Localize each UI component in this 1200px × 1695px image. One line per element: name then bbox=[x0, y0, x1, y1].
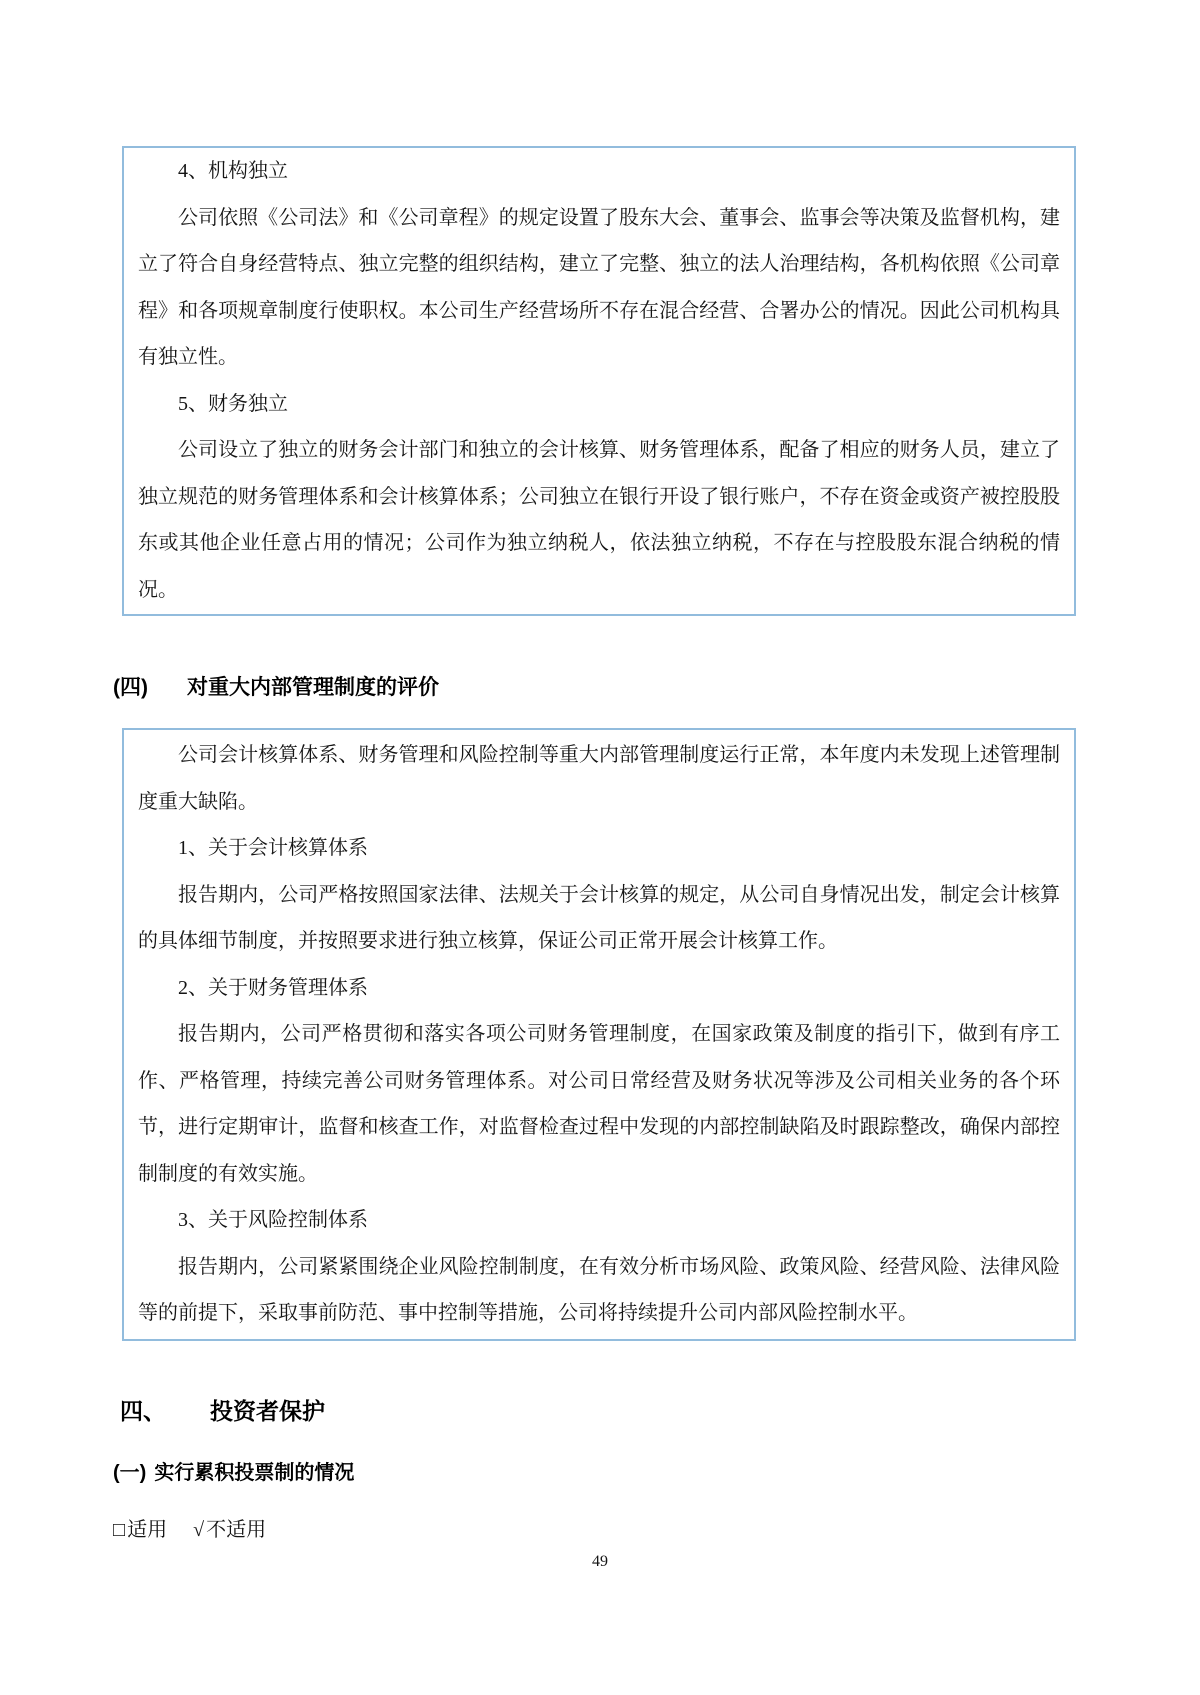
independence-item-5-body: 公司设立了独立的财务会计部门和独立的会计核算、财务管理体系，配备了相应的财务人员，建立了独立规范的财务管理体系和会计核算体系；公司独立在银行开设了银行账户，不存在资金或资产被控股股东或其他企业任意占用的情况；公司作为独立纳税人，依法独立纳税，不存在与控股股东混合纳税的情况。 bbox=[138, 439, 1060, 601]
independence-textbox bbox=[122, 146, 1076, 616]
applicable-label: 适用 bbox=[127, 1519, 168, 1541]
checkbox-unchecked-icon: □ bbox=[113, 1519, 126, 1541]
evaluation-item-1-body: 报告期内，公司严格按照国家法律、法规关于会计核算的规定，从公司自身情况出发，制定会计核算的具体细节制度，并按照要求进行独立核算，保证公司正常开展会计核算工作。 bbox=[138, 883, 1060, 952]
evaluation-item-3-heading: 3、关于风险控制体系 bbox=[178, 1209, 368, 1231]
section-heading-investor-protection bbox=[120, 1396, 325, 1426]
section-heading-internal-management-evaluation bbox=[113, 674, 439, 702]
evaluation-item-1-heading: 1、关于会计核算体系 bbox=[178, 837, 368, 859]
evaluation-textbox bbox=[122, 728, 1076, 1341]
evaluation-item-2-heading: 2、关于财务管理体系 bbox=[178, 976, 368, 999]
page-number: 49 bbox=[592, 1553, 608, 1570]
subsection-heading-numbering: (一) bbox=[113, 1462, 147, 1484]
section-heading-numbering: (四) bbox=[113, 676, 148, 699]
evaluation-intro: 公司会计核算体系、财务管理和风险控制等重大内部管理制度运行正常，本年度内未发现上述管理制度重大缺陷。 bbox=[138, 744, 1060, 813]
independence-item-4-body: 公司依照《公司法》和《公司章程》的规定设置了股东大会、董事会、监事会等决策及监督机构，建立了符合自身经营特点、独立完整的组织结构，建立了完整、独立的法人治理结构，各机构依照《公司章程》和各项规章制度行使职权。本公司生产经营场所不存在混合经营、合署办公的情况。因此公司机构具有独立性。 bbox=[138, 206, 1060, 368]
evaluation-item-3-body: 报告期内，公司紧紧围绕企业风险控制制度，在有效分析市场风险、政策风险、经营风险、法律风险等的前提下，采取事前防范、事中控制等措施，公司将持续提升公司内部风险控制水平。 bbox=[138, 1255, 1060, 1324]
subsection-heading-cumulative-voting bbox=[113, 1460, 354, 1486]
applicability-row bbox=[113, 1517, 266, 1543]
checkmark-icon: √ bbox=[193, 1519, 205, 1541]
section-heading-title: 对重大内部管理制度的评价 bbox=[187, 676, 439, 699]
investor-heading-numbering: 四、 bbox=[120, 1398, 166, 1424]
independence-item-4-heading: 4、机构独立 bbox=[178, 160, 288, 182]
subsection-heading-title: 实行累积投票制的情况 bbox=[154, 1462, 355, 1484]
evaluation-item-2-body: 报告期内，公司严格贯彻和落实各项公司财务管理制度，在国家政策及制度的指引下，做到有序工作、严格管理，持续完善公司财务管理体系。对公司日常经营及财务状况等涉及公司相关业务的各个环节，进行定期审计，监督和核查工作，对监督检查过程中发现的内部控制缺陷及时跟踪整改，确保内部控制制度的有效实施。 bbox=[138, 1023, 1060, 1185]
independence-item-5-heading: 5、财务独立 bbox=[178, 392, 288, 415]
not-applicable-label: 不适用 bbox=[206, 1519, 267, 1541]
investor-heading-title: 投资者保护 bbox=[210, 1398, 325, 1424]
